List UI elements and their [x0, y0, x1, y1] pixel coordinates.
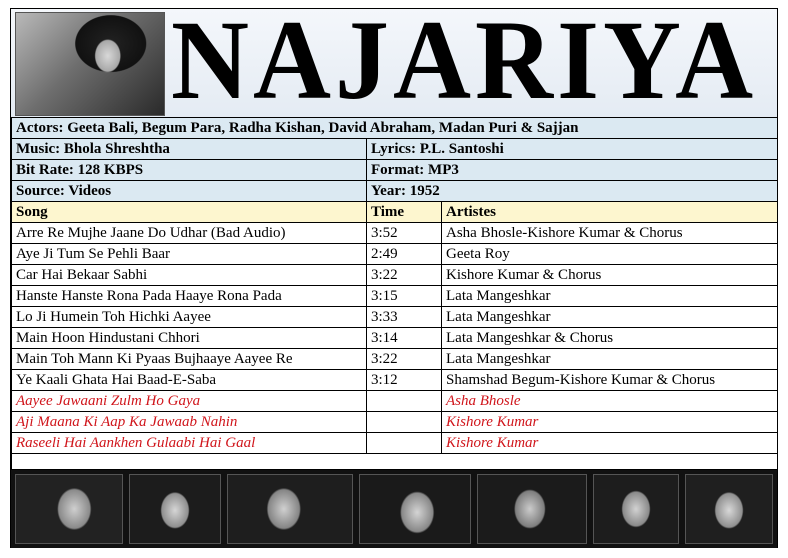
table-row-missing [12, 412, 778, 433]
film-still-image [129, 474, 221, 544]
table-row-missing [12, 391, 778, 412]
info-row-source [12, 181, 778, 202]
bitrate-cell: Bit Rate: 128 KBPS [12, 160, 367, 181]
table-row [12, 286, 778, 307]
info-row-bitrate [12, 160, 778, 181]
song-time [367, 433, 442, 454]
song-artists: Lata Mangeshkar [442, 286, 778, 307]
song-time: 3:12 [367, 370, 442, 391]
source-cell: Source: Videos [12, 181, 367, 202]
song-artists: Kishore Kumar & Chorus [442, 265, 778, 286]
table-row [12, 265, 778, 286]
table-row [12, 223, 778, 244]
table-row [12, 328, 778, 349]
song-time: 2:49 [367, 244, 442, 265]
actress-portrait-image [15, 12, 165, 116]
song-table [11, 201, 778, 475]
song-time: 3:15 [367, 286, 442, 307]
film-still-image [227, 474, 353, 544]
song-artists: Geeta Roy [442, 244, 778, 265]
film-still-image [685, 474, 773, 544]
artists-column-header: Artistes [442, 202, 778, 223]
table-row-missing [12, 433, 778, 454]
film-still-image [477, 474, 587, 544]
song-time [367, 412, 442, 433]
table-row [12, 349, 778, 370]
format-cell: Format: MP3 [367, 160, 778, 181]
song-time: 3:14 [367, 328, 442, 349]
song-artists: Kishore Kumar [442, 412, 778, 433]
song-title: Main Toh Mann Ki Pyaas Bujhaaye Aayee Re [12, 349, 367, 370]
song-title: Aayee Jawaani Zulm Ho Gaya [12, 391, 367, 412]
table-row [12, 244, 778, 265]
actors-cell: Actors: Geeta Bali, Begum Para, Radha Kishan, David Abraham, Madan Puri & Sajjan [12, 118, 778, 139]
song-table-header [12, 202, 778, 223]
lyrics-cell: Lyrics: P.L. Santoshi [367, 139, 778, 160]
movie-info-table [11, 117, 778, 202]
film-still-image [15, 474, 123, 544]
song-title: Aye Ji Tum Se Pehli Baar [12, 244, 367, 265]
song-artists: Lata Mangeshkar [442, 349, 778, 370]
song-time: 3:52 [367, 223, 442, 244]
song-artists: Lata Mangeshkar [442, 307, 778, 328]
song-time: 3:22 [367, 349, 442, 370]
song-title: Main Hoon Hindustani Chhori [12, 328, 367, 349]
music-cell: Music: Bhola Shreshtha [12, 139, 367, 160]
song-time: 3:22 [367, 265, 442, 286]
film-still-image [593, 474, 679, 544]
film-stills-strip [11, 469, 777, 548]
film-still-image [359, 474, 471, 544]
song-title: Arre Re Mujhe Jaane Do Udhar (Bad Audio) [12, 223, 367, 244]
song-artists: Asha Bhosle [442, 391, 778, 412]
table-row [12, 370, 778, 391]
song-column-header: Song [12, 202, 367, 223]
song-title: Raseeli Hai Aankhen Gulaabi Hai Gaal [12, 433, 367, 454]
title-banner [11, 9, 777, 118]
song-time [367, 391, 442, 412]
song-title: Hanste Hanste Rona Pada Haaye Rona Pada [12, 286, 367, 307]
movie-title: NAJARIYA [171, 9, 758, 118]
song-title: Aji Maana Ki Aap Ka Jawaab Nahin [12, 412, 367, 433]
song-title: Lo Ji Humein Toh Hichki Aayee [12, 307, 367, 328]
page-frame [10, 8, 778, 548]
song-title: Car Hai Bekaar Sabhi [12, 265, 367, 286]
year-cell: Year: 1952 [367, 181, 778, 202]
time-column-header: Time [367, 202, 442, 223]
song-artists: Shamshad Begum-Kishore Kumar & Chorus [442, 370, 778, 391]
song-artists: Kishore Kumar [442, 433, 778, 454]
table-row [12, 307, 778, 328]
song-title: Ye Kaali Ghata Hai Baad-E-Saba [12, 370, 367, 391]
info-row-actors [12, 118, 778, 139]
info-row-music [12, 139, 778, 160]
song-artists: Lata Mangeshkar & Chorus [442, 328, 778, 349]
song-time: 3:33 [367, 307, 442, 328]
song-artists: Asha Bhosle-Kishore Kumar & Chorus [442, 223, 778, 244]
